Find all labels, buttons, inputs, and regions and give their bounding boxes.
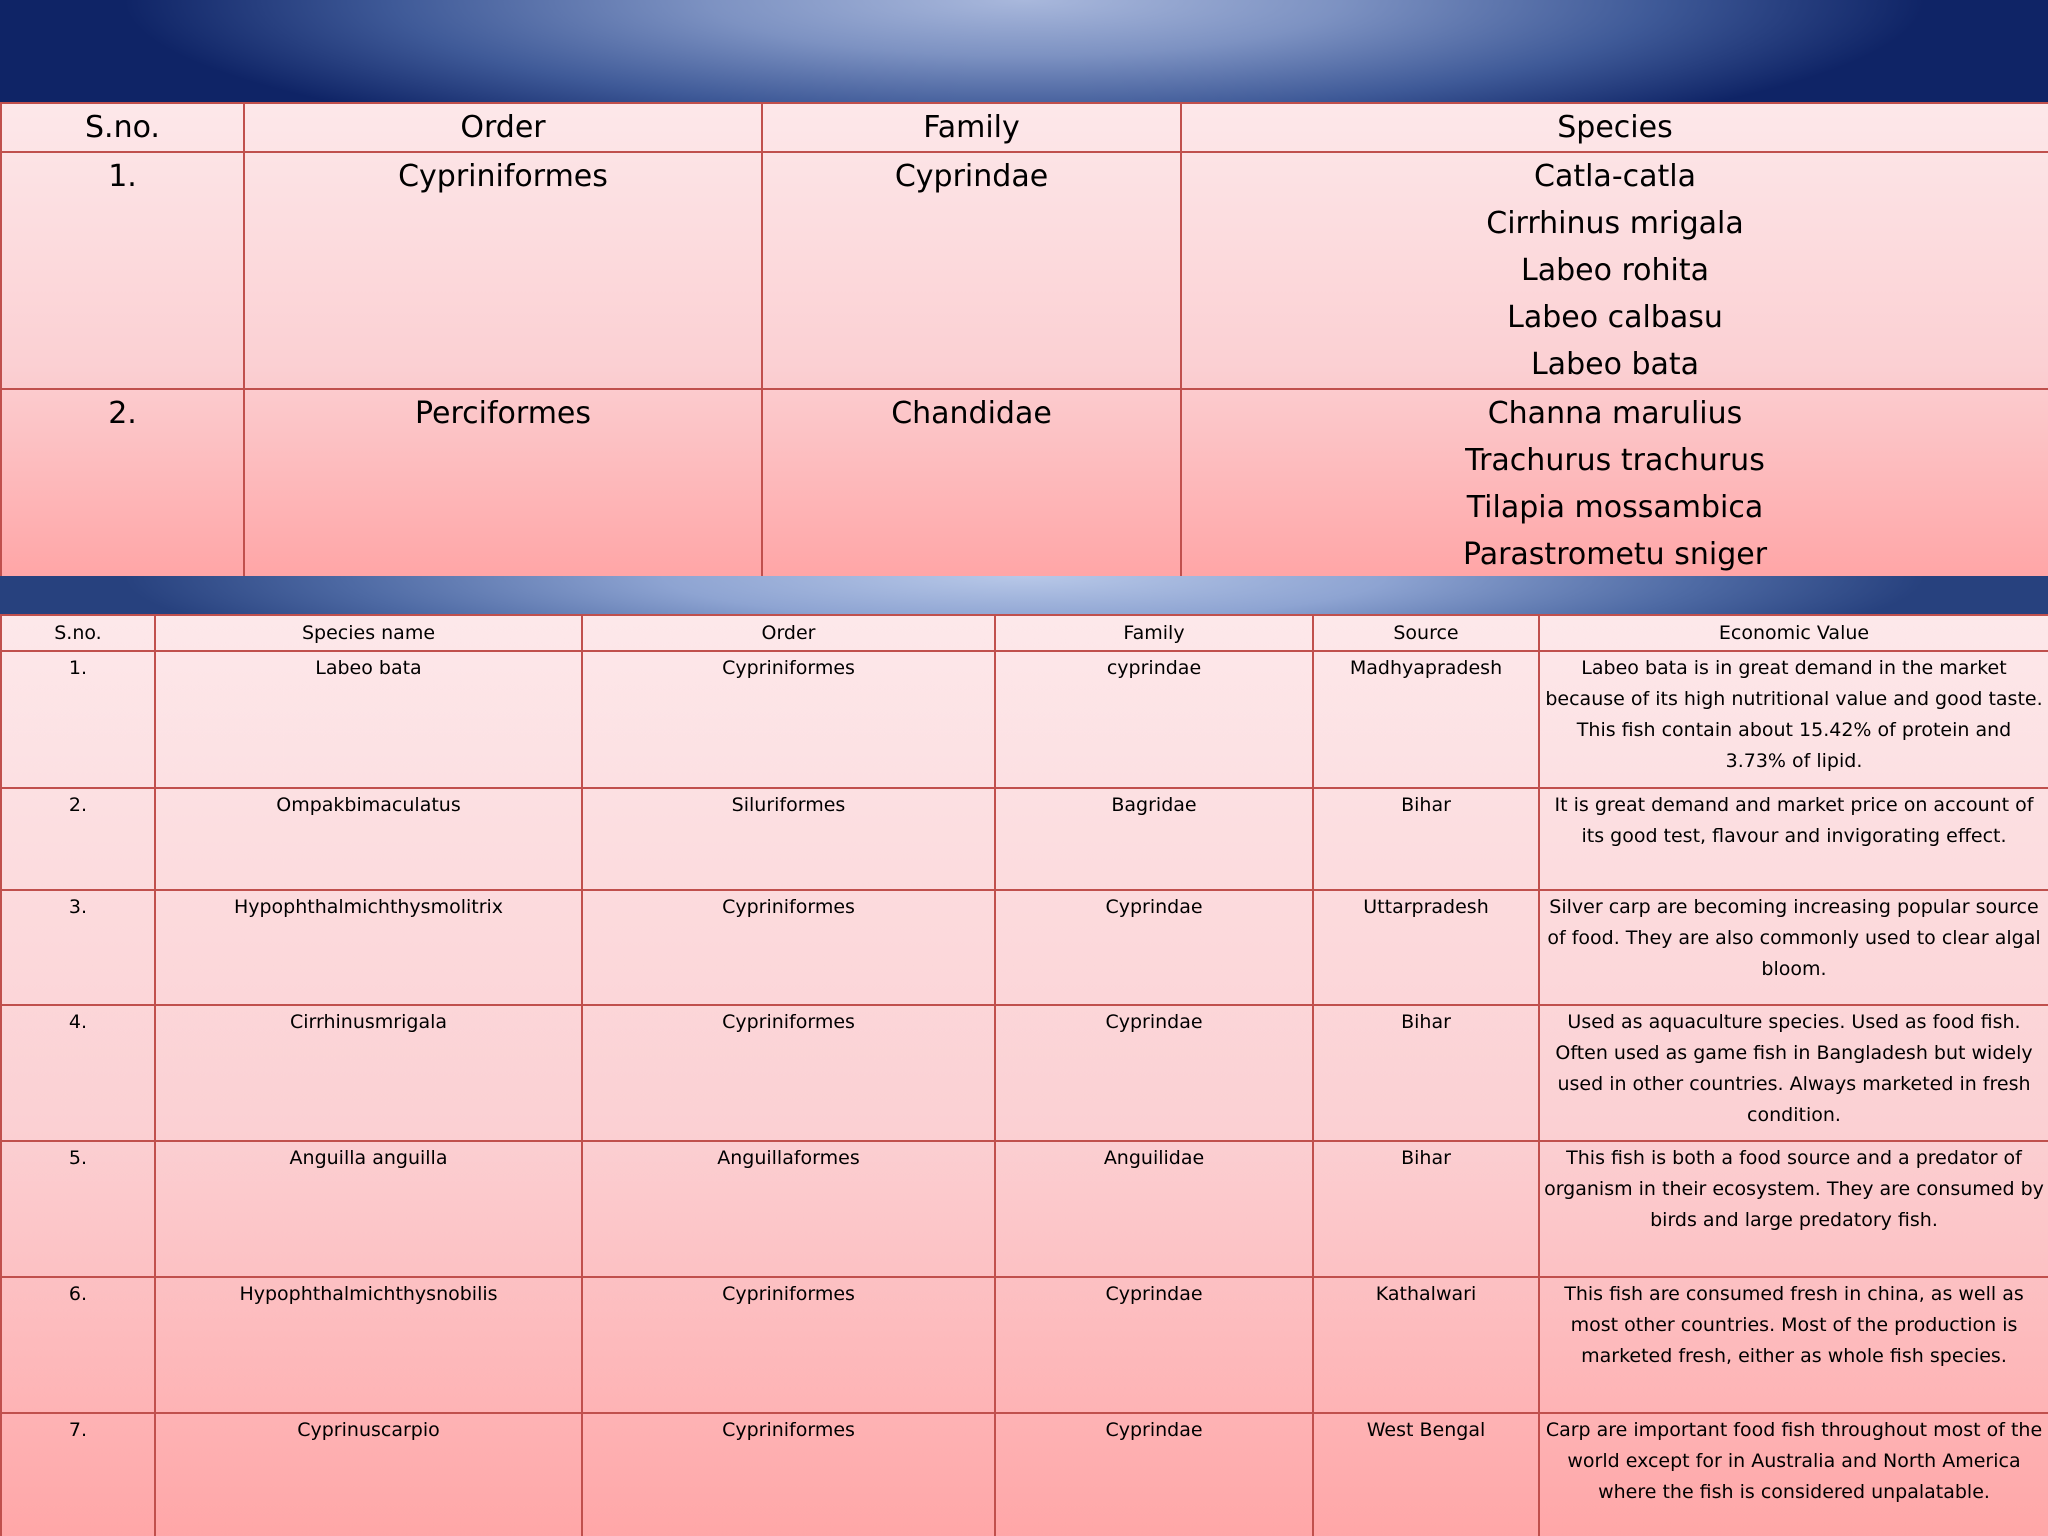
header-economic-value: Economic Value [1539, 615, 2048, 651]
cell-economic-value: Silver carp are becoming increasing popular source of food. They are also commonly used to clear algal bloom. [1539, 890, 2048, 1005]
slide-economic-value [0, 576, 2048, 1536]
header-source: Source [1313, 615, 1539, 651]
cell-source: West Bengal [1313, 1413, 1539, 1536]
cell-species-list [1181, 152, 2048, 389]
cell-sno: 6. [1, 1277, 155, 1413]
cell-family: Cyprindae [995, 1413, 1313, 1536]
header-sno: S.no. [1, 615, 155, 651]
species-item: Channa marulius [1487, 396, 1743, 431]
cell-family: Cyprindae [995, 1005, 1313, 1141]
cell-economic-value: Carp are important food fish throughout most of the world except for in Australia and North America where the fish is considered unpalatable. [1539, 1413, 2048, 1536]
cell-species: Cyprinuscarpio [155, 1413, 582, 1536]
header-species-name: Species name [155, 615, 582, 651]
species-item: Parastrometu sniger [1462, 537, 1768, 572]
table-row [1, 890, 2048, 1005]
species-item: Trachurus trachurus [1465, 443, 1765, 478]
cell-family: Bagridae [995, 788, 1313, 890]
header-order: Order [244, 103, 762, 152]
classification-table [0, 102, 2048, 576]
slide-fish-classification [0, 0, 2048, 576]
table-row [1, 1277, 2048, 1413]
cell-order: Siluriformes [582, 788, 995, 890]
species-item: Labeo bata [1530, 347, 1700, 382]
cell-sno: 2. [1, 389, 244, 576]
cell-sno: 3. [1, 890, 155, 1005]
header-row [1, 615, 2048, 651]
cell-source: Madhyapradesh [1313, 651, 1539, 788]
table-row [1, 1141, 2048, 1277]
cell-order: Cypriniformes [582, 651, 995, 788]
cell-family: Cyprindae [762, 152, 1181, 389]
header-species: Species [1181, 103, 2048, 152]
header-family: Family [762, 103, 1181, 152]
cell-order: Cypriniformes [244, 152, 762, 389]
species-item: Tilapia mossambica [1466, 490, 1764, 525]
cell-species: Cirrhinusmrigala [155, 1005, 582, 1141]
species-item: Labeo calbasu [1507, 300, 1723, 335]
cell-source: Bihar [1313, 1005, 1539, 1141]
cell-sno: 7. [1, 1413, 155, 1536]
cell-species: Ompakbimaculatus [155, 788, 582, 890]
cell-order: Perciformes [244, 389, 762, 576]
cell-order: Cypriniformes [582, 1005, 995, 1141]
cell-family: Anguilidae [995, 1141, 1313, 1277]
cell-economic-value: This fish is both a food source and a predator of organism in their ecosystem. They are consumed by birds and large predatory fish. [1539, 1141, 2048, 1277]
cell-source: Bihar [1313, 788, 1539, 890]
table-row [1, 389, 2048, 576]
cell-species: Labeo bata [155, 651, 582, 788]
header-order: Order [582, 615, 995, 651]
cell-source: Bihar [1313, 1141, 1539, 1277]
cell-species: Hypophthalmichthysmolitrix [155, 890, 582, 1005]
cell-source: Uttarpradesh [1313, 890, 1539, 1005]
cell-sno: 5. [1, 1141, 155, 1277]
table-row [1, 1413, 2048, 1536]
cell-species: Hypophthalmichthysnobilis [155, 1277, 582, 1413]
cell-economic-value: It is great demand and market price on account of its good test, flavour and invigorating effect. [1539, 788, 2048, 890]
table-row [1, 651, 2048, 788]
economic-value-table [0, 614, 2048, 1536]
species-item: Labeo rohita [1520, 253, 1709, 288]
species-item: Cirrhinus mrigala [1486, 206, 1744, 241]
cell-sno: 2. [1, 788, 155, 890]
species-item: Catla-catla [1534, 159, 1696, 194]
cell-family: Cyprindae [995, 1277, 1313, 1413]
cell-economic-value: Labeo bata is in great demand in the market because of its high nutritional value and good taste. This fish contain about 15.42% of protein and 3.73% of lipid. [1539, 651, 2048, 788]
cell-economic-value: This fish are consumed fresh in china, as well as most other countries. Most of the production is marketed fresh, either as whole fish species. [1539, 1277, 2048, 1413]
cell-species-list [1181, 389, 2048, 576]
cell-family: cyprindae [995, 651, 1313, 788]
cell-order: Cypriniformes [582, 1413, 995, 1536]
cell-sno: 1. [1, 152, 244, 389]
header-row [1, 103, 2048, 152]
cell-order: Anguillaformes [582, 1141, 995, 1277]
cell-family: Chandidae [762, 389, 1181, 576]
table-row [1, 788, 2048, 890]
header-family: Family [995, 615, 1313, 651]
header-sno: S.no. [1, 103, 244, 152]
cell-order: Cypriniformes [582, 1277, 995, 1413]
cell-sno: 1. [1, 651, 155, 788]
cell-sno: 4. [1, 1005, 155, 1141]
cell-species: Anguilla anguilla [155, 1141, 582, 1277]
cell-economic-value: Used as aquaculture species. Used as food fish. Often used as game fish in Bangladesh but widely used in other countries. Always marketed in fresh condition. [1539, 1005, 2048, 1141]
cell-family: Cyprindae [995, 890, 1313, 1005]
table-row [1, 1005, 2048, 1141]
cell-order: Cypriniformes [582, 890, 995, 1005]
table-row [1, 152, 2048, 389]
cell-source: Kathalwari [1313, 1277, 1539, 1413]
